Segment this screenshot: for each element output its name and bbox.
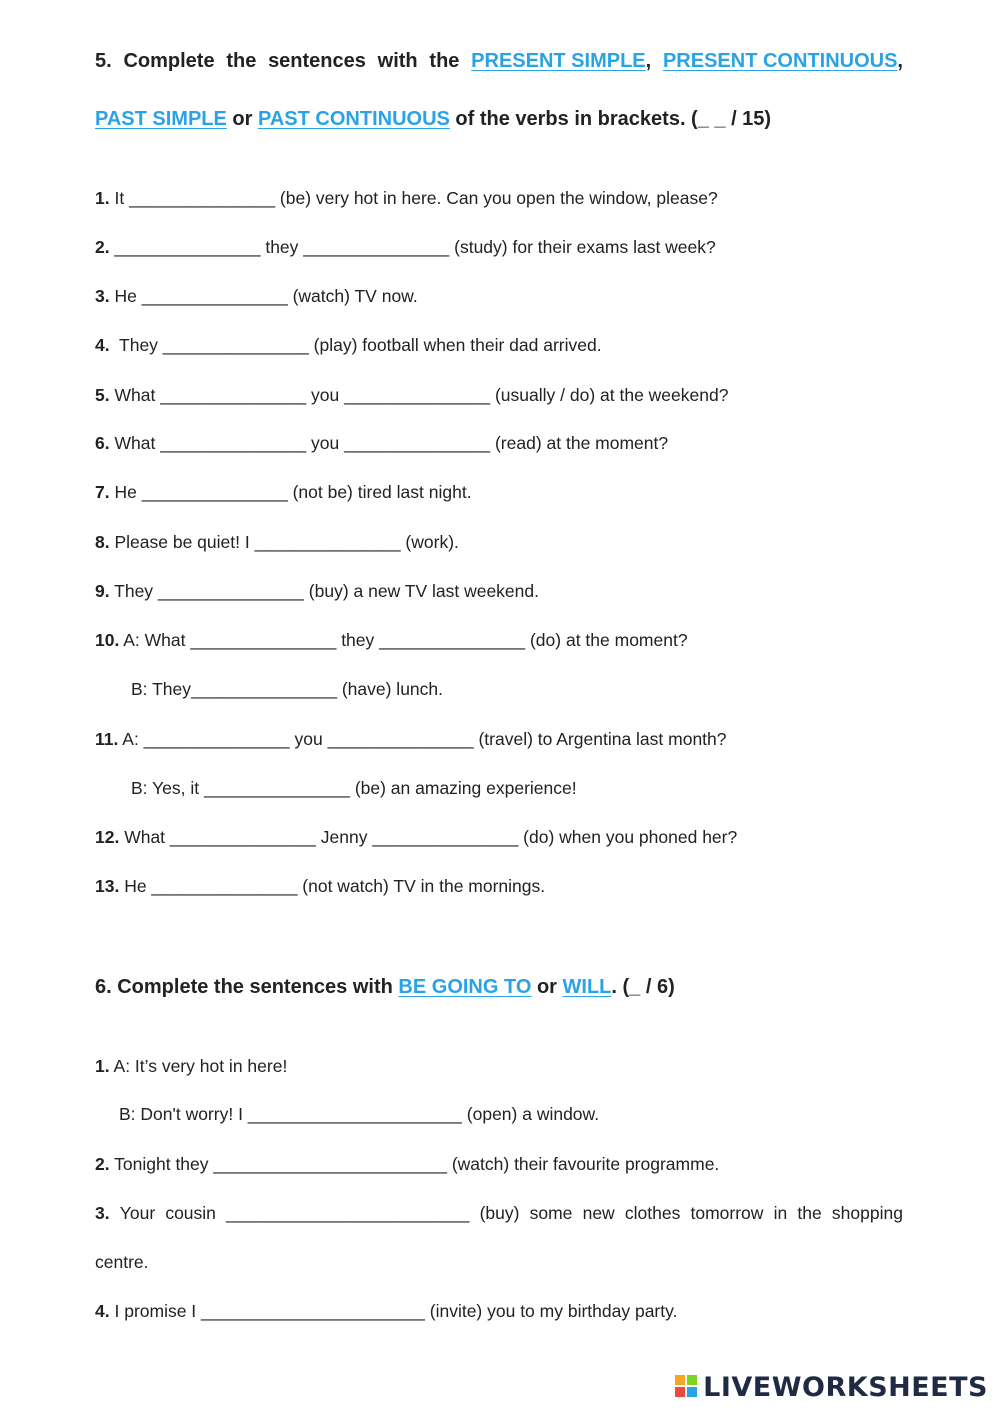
exercise-5-heading-line-2 [95, 107, 771, 131]
heading-tail: . (_ / 6) [611, 976, 675, 998]
item-text: He _______________ (not be) tired last night. [114, 482, 472, 502]
item-number: 5. [95, 385, 110, 405]
liveworksheets-logo[interactable] [675, 1372, 988, 1403]
exercise-6-item-continuation [95, 1250, 149, 1274]
item-word: shopping [831, 1203, 903, 1223]
item-text: B: Don't worry! I ______________________ (open) a window. [119, 1104, 600, 1124]
exercise-5-item [95, 825, 737, 849]
item-text: centre. [95, 1252, 149, 1272]
item-text: A: It’s very hot in here! [113, 1056, 288, 1076]
heading-word: with [377, 50, 418, 72]
item-word: cousin [165, 1203, 216, 1223]
item-number: 3. [95, 286, 110, 306]
item-text: Tonight they ________________________ (watch) their favourite programme. [114, 1154, 720, 1174]
item-text: _______________ they _______________ (study) for their exams last week? [114, 237, 716, 257]
exercise-5-item [95, 431, 668, 455]
exercise-6-heading [95, 975, 675, 999]
item-word: clothes [624, 1203, 681, 1223]
item-word: Your [119, 1203, 156, 1223]
item-number: 13. [95, 876, 120, 896]
heading-connector: or [226, 108, 258, 130]
exercise-5-item [95, 383, 728, 407]
exercise-6-item-continuation [119, 1102, 599, 1126]
exercise-6-item [95, 1299, 677, 1323]
keyword-be-going-to: BE GOING TO [398, 976, 532, 998]
heading-connector: or [531, 976, 563, 998]
item-text: B: They_______________ (have) lunch. [131, 679, 444, 699]
exercise-5-item [95, 235, 716, 259]
item-text: They _______________ (buy) a new TV last weekend. [114, 581, 539, 601]
keyword-will: WILL [562, 976, 612, 998]
keyword-past-continuous: PAST CONTINUOUS [258, 108, 450, 130]
exercise-5-item [95, 727, 727, 751]
heading-word: the [429, 50, 460, 72]
item-number: 4. [95, 335, 110, 355]
item-number: 2. [95, 237, 110, 257]
exercise-5-item [95, 874, 545, 898]
heading-word: the [226, 50, 257, 72]
exercise-6-item [95, 1152, 719, 1176]
item-text: B: Yes, it _______________ (be) an amazing experience! [131, 778, 577, 798]
exercise-5-item [95, 579, 539, 603]
item-number: 12. [95, 827, 120, 847]
item-number: 6. [95, 433, 110, 453]
item-text: They _______________ (play) football when their dad arrived. [114, 335, 602, 355]
item-word: (buy) [479, 1203, 520, 1223]
exercise-6-item [95, 1054, 287, 1078]
item-text: He _______________ (watch) TV now. [114, 286, 418, 306]
item-text: A: What _______________ they _______________ (do) at the moment? [123, 630, 688, 650]
item-text: It _______________ (be) very hot in here. Can you open the window, please? [114, 188, 718, 208]
item-text: I promise I _______________________ (invite) you to my birthday party. [114, 1301, 678, 1321]
item-number: 11. [95, 729, 119, 749]
item-word: in [773, 1203, 788, 1223]
item-number: 10. [95, 630, 120, 650]
item-text: Please be quiet! I _______________ (work). [114, 532, 459, 552]
item-number: 8. [95, 532, 110, 552]
exercise-5-item-continuation [131, 776, 577, 800]
heading-word: Complete [123, 50, 215, 72]
heading-tail: of the verbs in brackets. (_ _ / 15) [449, 108, 772, 130]
exercise-5-item [95, 530, 459, 554]
item-text: What _______________ you _______________ (read) at the moment? [114, 433, 669, 453]
item-text: What _______________ Jenny _______________ (do) when you phoned her? [124, 827, 738, 847]
item-text: A: _______________ you _______________ (travel) to Argentina last month? [122, 729, 727, 749]
item-number: 3. [95, 1203, 110, 1223]
item-number: 4. [95, 1301, 110, 1321]
liveworksheets-logo-icon [675, 1375, 699, 1401]
exercise-5-item [95, 333, 602, 357]
item-word: the [797, 1203, 822, 1223]
exercise-5-item [95, 628, 688, 652]
exercise-5-item [95, 186, 718, 210]
exercise-5-item [95, 480, 472, 504]
heading-word: 5. [95, 50, 112, 72]
heading-text: 6. Complete the sentences with [95, 976, 399, 998]
keyword-present-simple: PRESENT SIMPLE, [471, 50, 652, 72]
item-word: tomorrow [690, 1203, 764, 1223]
keyword-past-simple: PAST SIMPLE [95, 108, 227, 130]
item-word: _________________________ [226, 1203, 470, 1223]
item-word: some [529, 1203, 573, 1223]
liveworksheets-logo-text: LIVEWORKSHEETS [703, 1372, 988, 1403]
item-text: What _______________ you _______________ (usually / do) at the weekend? [114, 385, 729, 405]
item-word: new [582, 1203, 615, 1223]
item-number: 9. [95, 581, 110, 601]
exercise-5-item [95, 284, 418, 308]
item-number: 2. [95, 1154, 110, 1174]
item-text: He _______________ (not watch) TV in the mornings. [124, 876, 546, 896]
item-number: 1. [95, 188, 110, 208]
keyword-present-continuous: PRESENT CONTINUOUS, [662, 50, 903, 72]
exercise-5-heading-line-1 [95, 49, 903, 73]
exercise-6-item-justified [95, 1201, 903, 1225]
item-number: 1. [95, 1056, 110, 1076]
exercise-5-item-continuation [131, 677, 443, 701]
item-number: 7. [95, 482, 110, 502]
heading-word: sentences [268, 50, 366, 72]
